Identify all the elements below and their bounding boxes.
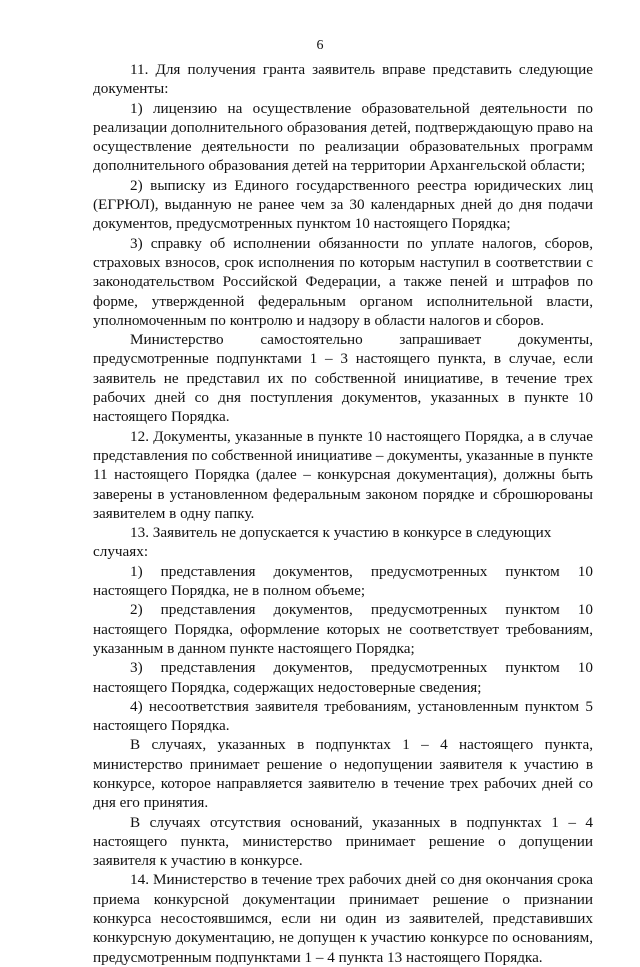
paragraph-13-admission: В случаях отсутствия оснований, указанных в подпунктах 1 – 4 настоящего пункта, министерство принимает решение о допущении заявителя к участию в конкурсе. <box>93 813 593 870</box>
paragraph-11: 11. Для получения гранта заявитель вправе представить следующие документы: <box>93 61 593 98</box>
page-number: 6 <box>316 38 324 53</box>
paragraph-13-item-3: 3) представления документов, предусмотренных пунктом 10 настоящего Порядка, содержащих недостоверные сведения; <box>93 659 593 696</box>
paragraph-13-refusal: В случаях, указанных в подпунктах 1 – 4 настоящего пункта, министерство принимает решение о недопущении заявителя к участию в конкурсе, которое направляется заявителю в течение трех рабочих дней со дня его принятия. <box>93 736 593 812</box>
document-body <box>93 60 593 967</box>
paragraph-11-item-2: 2) выписку из Единого государственного реестра юридических лиц (ЕГРЮЛ), выданную не ранее чем за 30 календарных дней до дня подачи документов, предусмотренных пунктом 10 настоящего Порядка; <box>93 176 593 233</box>
paragraph-13-item-4: 4) несоответствия заявителя требованиям, установленным пунктом 5 настоящего Порядка. <box>93 697 593 735</box>
paragraph-13: 13. Заявитель не допускается к участию в конкурсе в следующих случаях: <box>93 524 552 561</box>
paragraph-12: 12. Документы, указанные в пункте 10 настоящего Порядка, а в случае представления по собственной инициативе – документы, указанные в пункте 11 настоящего Порядка (далее – конкурсная документация), должны быть заверены в установленном федеральным законом порядке и сброшюрованы заявителем в одну папку. <box>93 427 593 522</box>
paragraph-11-item-3: 3) справку об исполнении обязанности по уплате налогов, сборов, страховых взносов, срок исполнения по которым наступил в соответствии с законодательством Российской Федерации, а также пеней и штрафов по форме, утвержденной федеральным органом исполнительной власти, уполномоченным по контролю и надзору в области налогов и сборов. <box>93 234 593 329</box>
paragraph-13-item-2: 2) представления документов, предусмотренных пунктом 10 настоящего Порядка, оформление которых не соответствует требованиям, указанным в данном пункте настоящего Порядка; <box>93 601 593 657</box>
paragraph-11-item-1: 1) лицензию на осуществление образовательной деятельности по реализации дополнительного образования детей, подтверждающую право на осуществление деятельности по реализации образовательных программ дополнительного образования детей на территории Архангельской области; <box>93 99 593 175</box>
paragraph-11-ministry-note: Министерство самостоятельно запрашивает документы, предусмотренные подпунктами 1 – 3 настоящего пункта, в случае, если заявитель не представил их по собственной инициативе, в течение трех рабочих дней со дня поступления документов, указанных в пункте 10 настоящего Порядка. <box>93 331 593 426</box>
paragraph-14: 14. Министерство в течение трех рабочих дней со дня окончания срока приема конкурсной документации принимает решение о признании конкурса несостоявшимся, если ни один из заявителей, представивших конкурсную документацию, не допущен к участию конкурсе по основаниям, предусмотренным подпунктами 1 – 4 пункта 13 настоящего Порядка. <box>93 871 593 966</box>
paragraph-13-item-1: 1) представления документов, предусмотренных пунктом 10 настоящего Порядка, не в полном объеме; <box>93 562 593 600</box>
